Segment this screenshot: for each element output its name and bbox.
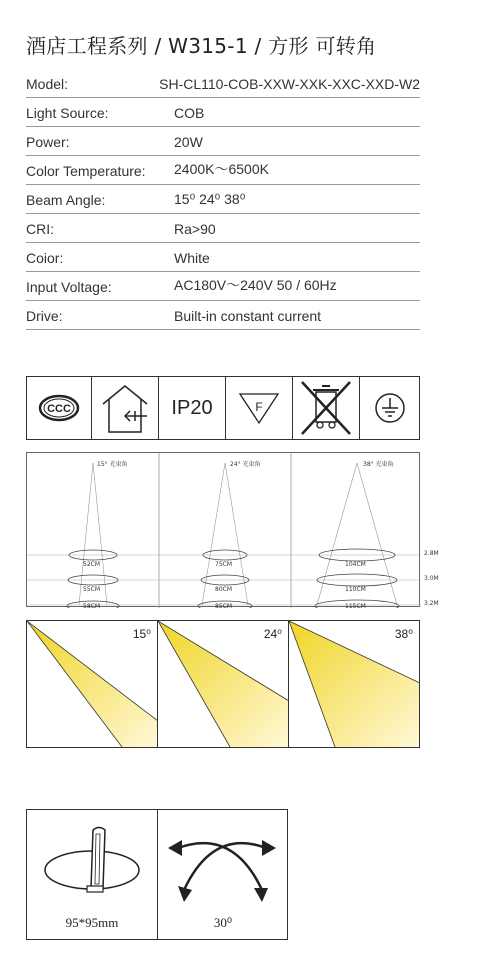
cone-24 bbox=[158, 621, 289, 747]
spec-value: 20W bbox=[174, 134, 203, 150]
spec-value: AC180V～240V 50 / 60Hz bbox=[174, 277, 337, 293]
spec-value: SH-CL110-COB-XXW-XXK-XXC-XXD-W2 bbox=[159, 76, 420, 92]
spec-value: Ra>90 bbox=[174, 221, 216, 237]
ccc-text: CCC bbox=[47, 403, 71, 415]
beam-diameter: 85CM bbox=[215, 603, 233, 610]
fixture-drawing bbox=[27, 810, 157, 910]
distance-label: 2.8M bbox=[424, 550, 439, 557]
beam-diameter: 75CM bbox=[215, 561, 233, 568]
beam-diameter: 52CM bbox=[83, 561, 101, 568]
cone-38 bbox=[289, 621, 419, 747]
rotation-arrows-icon bbox=[158, 810, 288, 910]
spec-key: Drive: bbox=[26, 308, 63, 324]
beam-angle-diagram bbox=[26, 452, 420, 610]
cone-degree: 24⁰ bbox=[263, 627, 282, 641]
spec-row-cri bbox=[26, 214, 420, 243]
cutout-size: 95*95mm bbox=[65, 915, 119, 930]
spec-key: Model: bbox=[26, 76, 69, 92]
spec-row-power bbox=[26, 127, 420, 156]
spec-value: 2400K～6500K bbox=[174, 161, 269, 177]
spec-table bbox=[26, 72, 420, 330]
beam-label-15: 15° 光束角 bbox=[97, 461, 128, 468]
spec-value: White bbox=[174, 250, 210, 266]
rotation-angle: 30⁰ bbox=[213, 915, 233, 930]
spec-key: Input Voltage: bbox=[26, 279, 112, 295]
cutout-size-cell bbox=[27, 810, 158, 939]
product-dimension-panel bbox=[26, 809, 288, 940]
beam-diameter: 110CM bbox=[345, 586, 366, 593]
spec-row-model bbox=[26, 72, 420, 98]
spec-row-beam-angle bbox=[26, 185, 420, 214]
cone-degree: 15⁰ bbox=[132, 627, 151, 641]
ip-rating bbox=[159, 377, 226, 439]
spec-key: Light Source: bbox=[26, 105, 109, 121]
beam-label-24: 24° 光束角 bbox=[230, 461, 261, 468]
beam-diameter: 104CM bbox=[345, 561, 366, 568]
spec-value: 15⁰ 24⁰ 38⁰ bbox=[174, 191, 246, 207]
spec-row-drive bbox=[26, 301, 420, 330]
beam-cone-illustrations bbox=[26, 620, 420, 748]
f-mark-icon bbox=[226, 377, 293, 439]
spec-key: Beam Angle: bbox=[26, 192, 106, 208]
ip-rating-text: IP20 bbox=[171, 396, 213, 419]
spec-row-color-temp bbox=[26, 156, 420, 185]
spec-row-light-source bbox=[26, 98, 420, 127]
spec-value: Built-in constant current bbox=[174, 308, 322, 324]
ground-icon bbox=[360, 377, 419, 439]
spec-row-color bbox=[26, 243, 420, 272]
cone-15 bbox=[27, 621, 158, 747]
beam-diameter: 115CM bbox=[345, 603, 366, 610]
page-title: 酒店工程系列 / W315-1 / 方形 可转角 bbox=[26, 34, 377, 58]
beam-diameter: 55CM bbox=[83, 586, 101, 593]
beam-diameter: 80CM bbox=[215, 586, 233, 593]
cone-degree: 38⁰ bbox=[394, 627, 413, 641]
spec-row-input-voltage bbox=[26, 272, 420, 301]
f-mark-text: F bbox=[255, 400, 263, 414]
spec-key: CRI: bbox=[26, 221, 54, 237]
distance-label: 3.2M bbox=[424, 600, 439, 607]
beam-label-38: 38° 光束角 bbox=[363, 461, 394, 468]
distance-label: 3.0M bbox=[424, 575, 439, 582]
spec-key: Coior: bbox=[26, 250, 64, 266]
beam-diameter: 58CM bbox=[83, 603, 101, 610]
weee-bin-icon bbox=[293, 377, 360, 439]
spec-value: COB bbox=[174, 105, 205, 121]
ccc-icon bbox=[27, 377, 92, 439]
indoor-use-icon bbox=[92, 377, 159, 439]
rotation-cell bbox=[158, 810, 288, 939]
spec-key: Power: bbox=[26, 134, 70, 150]
certification-icons bbox=[26, 376, 420, 440]
spec-key: Color Temperature: bbox=[26, 163, 146, 179]
